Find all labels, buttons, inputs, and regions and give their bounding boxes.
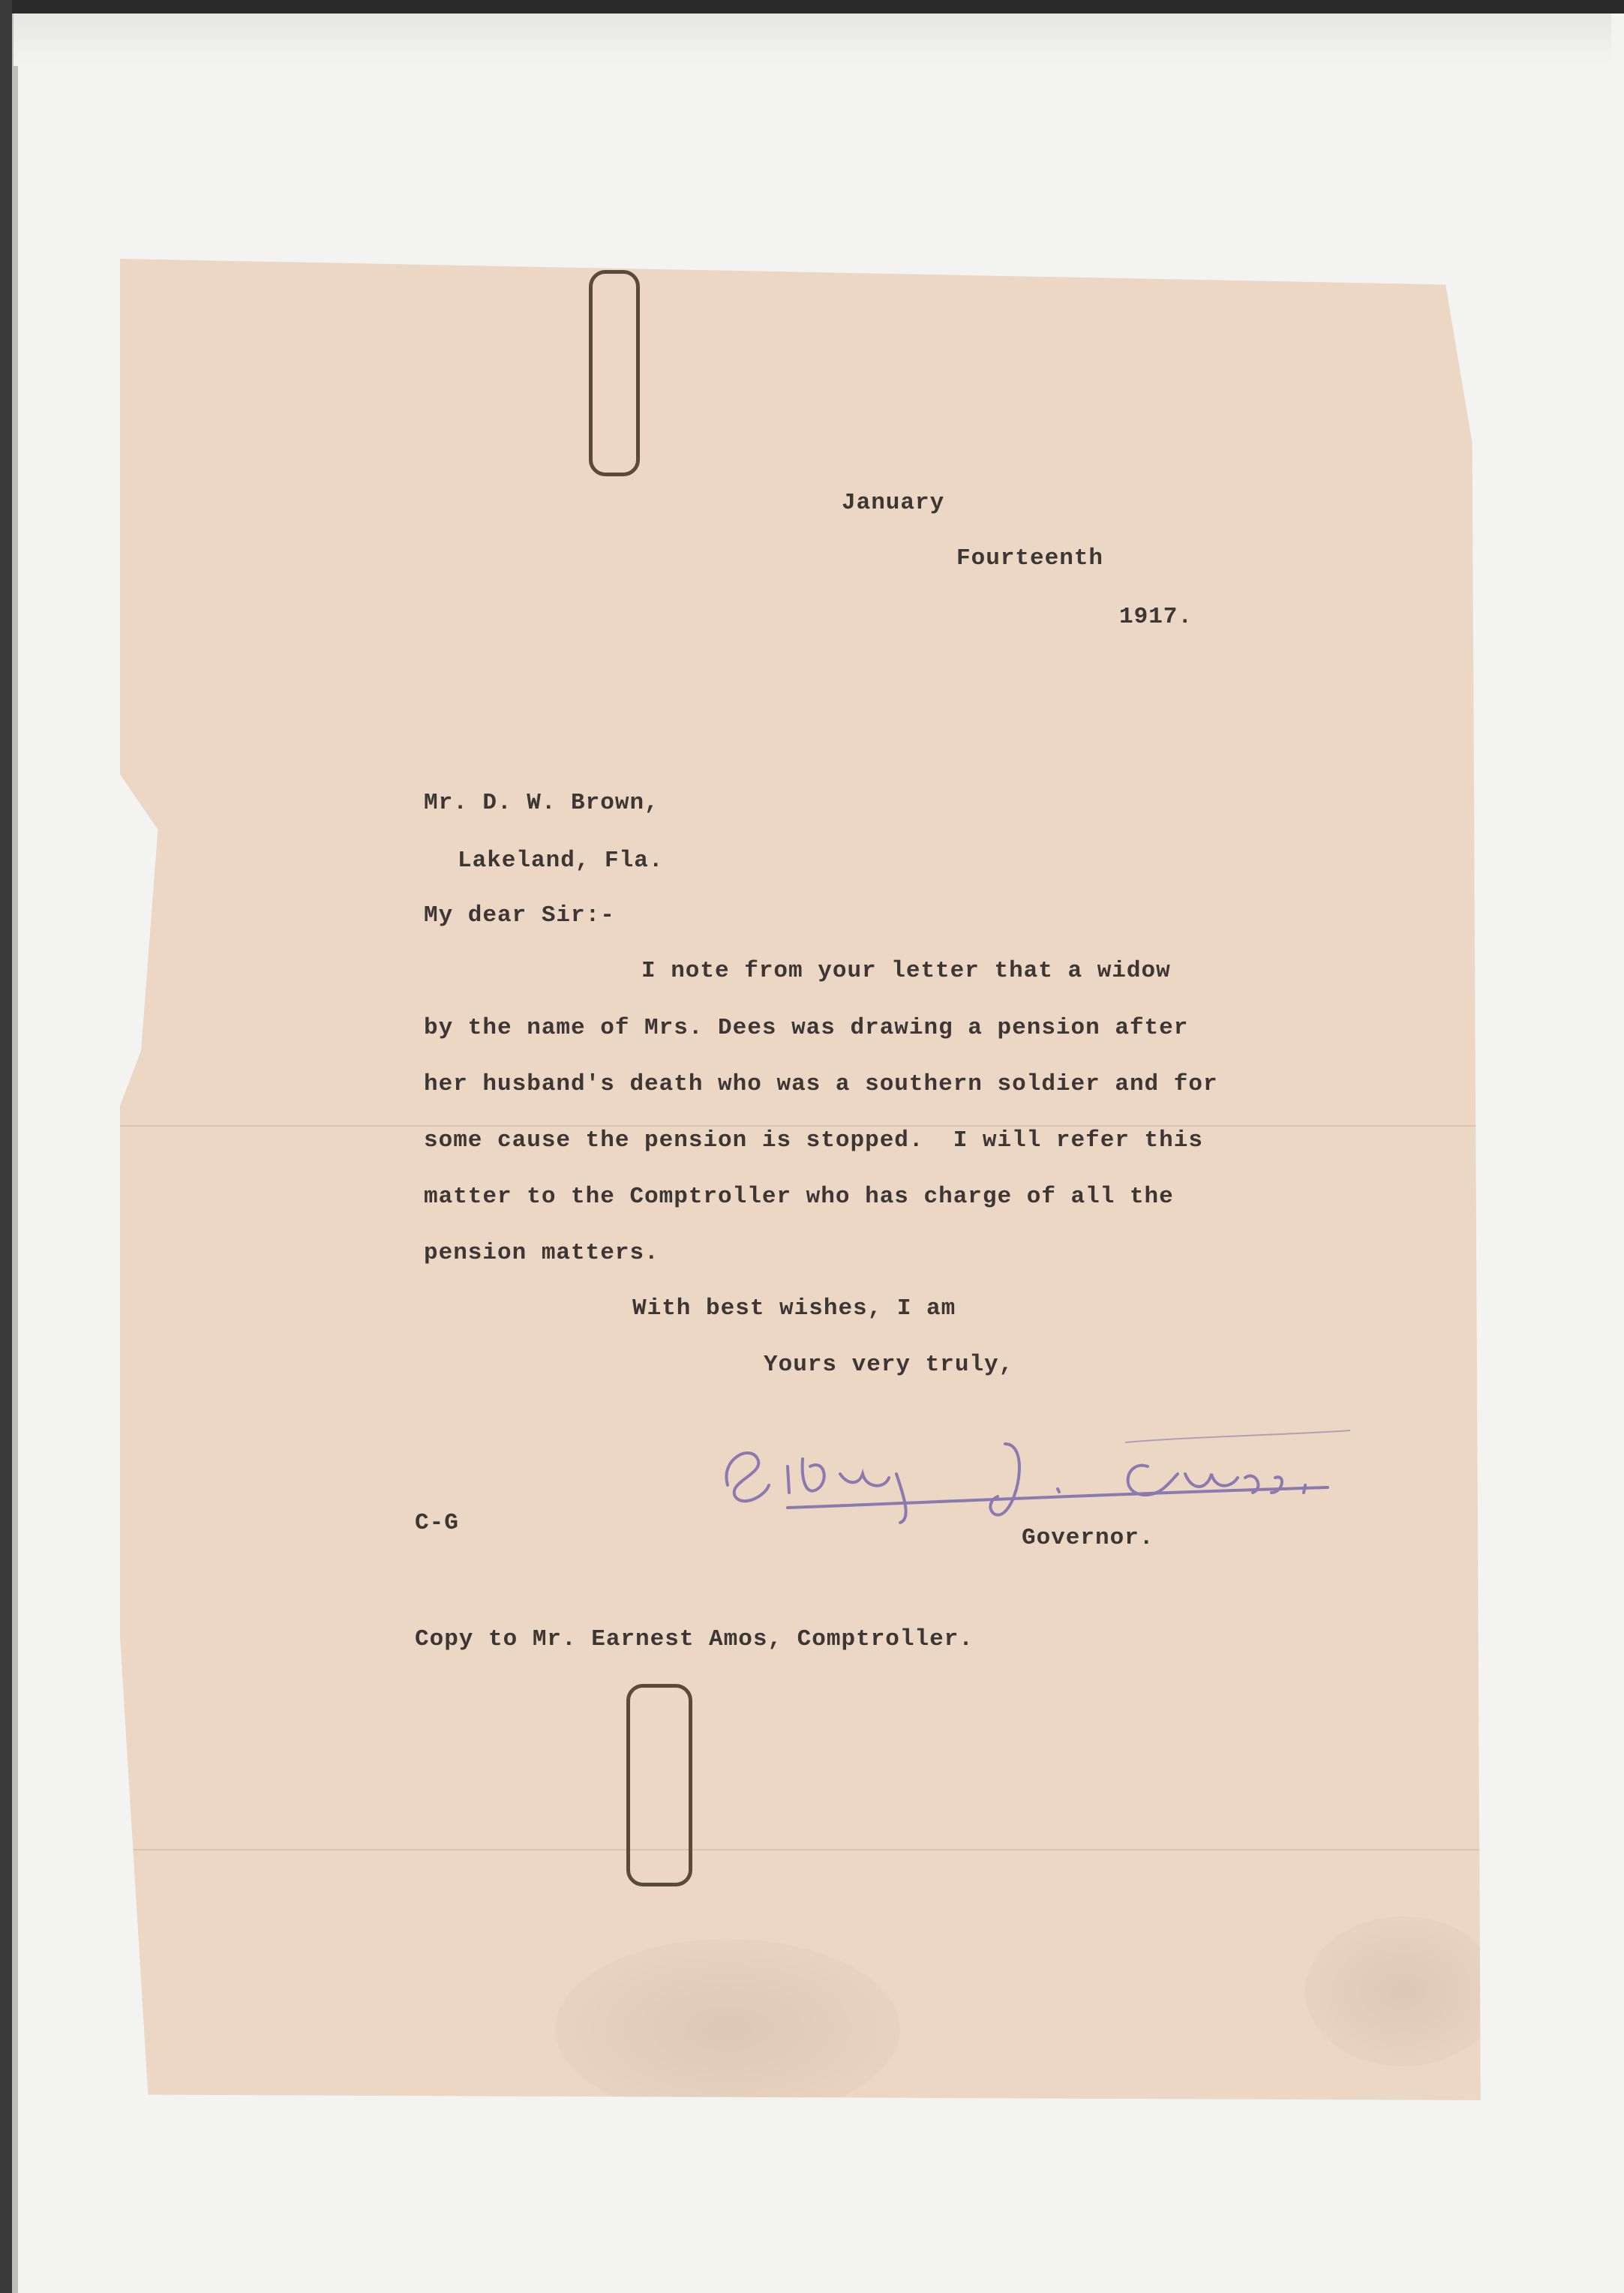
body-line: her husband's death who was a southern soldier and for (424, 1071, 1218, 1097)
copy-line: Copy to Mr. Earnest Amos, Comptroller. (415, 1626, 974, 1652)
scan-top-shade (14, 14, 1611, 66)
paper-clip-mark-bottom (626, 1684, 692, 1886)
body-line: pension matters. (424, 1240, 659, 1266)
typist-initials: C-G (415, 1510, 459, 1536)
body-line: I note from your letter that a widow (641, 958, 1171, 984)
scan-top-edge (0, 0, 1624, 14)
body-line: some cause the pension is stopped. I will refer this (424, 1127, 1203, 1154)
closing-line: With best wishes, I am (632, 1295, 956, 1322)
paper-crease (120, 1125, 1523, 1127)
body-line: matter to the Comptroller who has charge of all the (424, 1184, 1174, 1210)
date-year: 1917. (1119, 604, 1193, 630)
closing: Yours very truly, (764, 1352, 1014, 1378)
paper-clip-mark-top (589, 270, 640, 476)
date-day: Fourteenth (956, 545, 1104, 572)
signer-title: Governor. (1022, 1525, 1154, 1551)
scan-left-shadow (12, 14, 18, 2293)
recipient-city: Lakeland, Fla. (458, 848, 664, 874)
signature (705, 1414, 1350, 1526)
letter-paper (120, 259, 1523, 2100)
body-line: by the name of Mrs. Dees was drawing a pension after (424, 1015, 1189, 1041)
paper-stain (555, 1939, 900, 2119)
date-month: January (842, 490, 945, 516)
salutation: My dear Sir:- (424, 902, 615, 929)
paper-crease (120, 1849, 1523, 1850)
scan-left-edge (0, 0, 12, 2293)
recipient-name: Mr. D. W. Brown, (424, 790, 659, 816)
paper-stain (1305, 1916, 1500, 2066)
